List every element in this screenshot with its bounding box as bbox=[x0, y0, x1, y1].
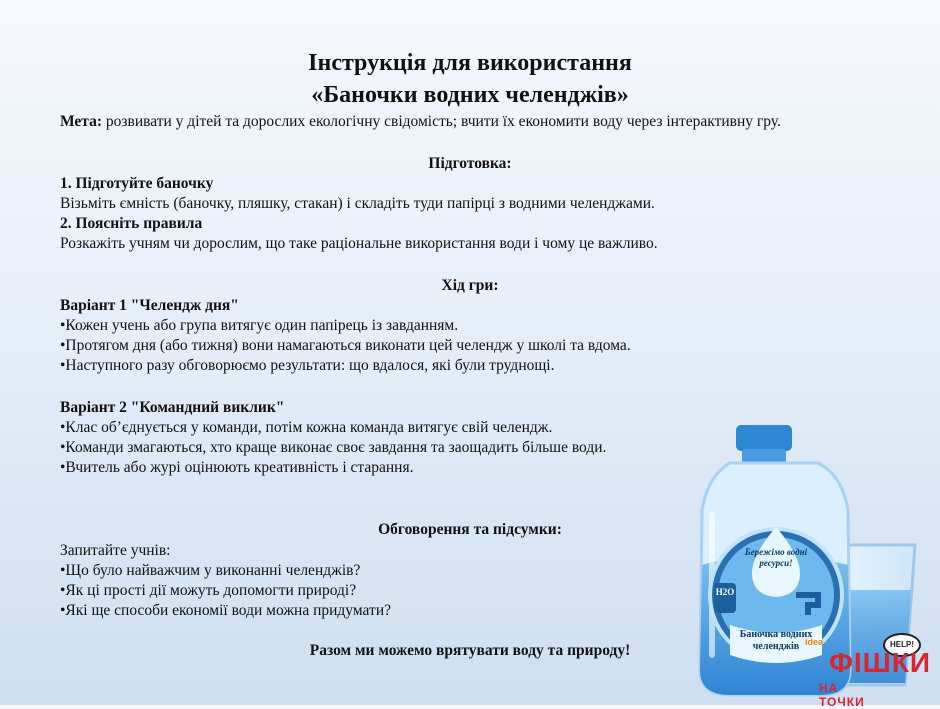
closing-line: Разом ми можемо врятувати воду та природу! bbox=[309, 642, 631, 659]
variant1-item: •Наступного разу обговорюємо результати: що вдалося, які були труднощі. bbox=[60, 357, 555, 374]
discussion-intro: Запитайте учнів: bbox=[60, 542, 171, 559]
discussion-item: •Як ці прості дії можуть допомогти природі? bbox=[60, 582, 357, 599]
variant2-title: Варіант 2 "Командний виклик" bbox=[60, 399, 285, 416]
logo-top-text: ФІШКИ bbox=[829, 647, 932, 678]
variant2-item: •Команди змагаються, хто краще виконає своє завдання та заощадить більше води. bbox=[60, 439, 607, 456]
step1-title: 1. Підготуйте баночку bbox=[60, 175, 214, 192]
title-line-1: Інструкція для використання bbox=[308, 50, 632, 76]
goal-text: розвивати у дітей та дорослих екологічну свідомість; вчити їх економити воду через інтерактивну гру. bbox=[102, 113, 781, 130]
h2o-label: H2O bbox=[715, 587, 735, 597]
step2-title: 2. Поясніть правила bbox=[60, 215, 203, 232]
goal-label: Мета: bbox=[60, 113, 103, 130]
title-line-2: «Баночки водних челенджів» bbox=[311, 82, 629, 108]
logo-bottom-text: НА ТОЧКИ bbox=[819, 681, 865, 709]
discussion-item: •Що було найважчим у виконанні челенджів? bbox=[60, 562, 361, 579]
help-bubble-icon: HELP! bbox=[883, 633, 921, 657]
goal-paragraph bbox=[60, 112, 781, 132]
variant2-item: •Клас об’єднується у команди, потім кожна команда витягує свій челендж. bbox=[60, 419, 553, 436]
variant1-item: •Кожен учень або група витягує один папірець із завданням. bbox=[60, 317, 459, 334]
prep-heading: Підготовка: bbox=[428, 155, 512, 172]
game-heading: Хід гри: bbox=[441, 277, 499, 294]
discussion-item: •Які ще способи економії води можна придумати? bbox=[60, 602, 391, 619]
badge-title: Баночка водних челенджів bbox=[739, 629, 813, 652]
discussion-heading: Обговорення та підсумки: bbox=[378, 521, 562, 538]
step1-text: Візьміть ємність (баночку, пляшку, стакан) і складіть туди папірці з водними челенджами. bbox=[60, 195, 655, 212]
badge-slogan: Бережімо водні ресурси! bbox=[744, 547, 808, 568]
idea-bulb-icon: idea bbox=[805, 637, 824, 647]
variant2-item: •Вчитель або журі оцінюють креативність і старання. bbox=[60, 459, 414, 476]
variant1-title: Варіант 1 "Челендж дня" bbox=[60, 297, 239, 314]
variant1-item: •Протягом дня (або тижня) вони намагаються виконати цей челендж у школі та вдома. bbox=[60, 337, 631, 354]
step2-text: Розкажіть учням чи дорослим, що таке раціональне використання води і чому це важливо. bbox=[60, 235, 658, 252]
